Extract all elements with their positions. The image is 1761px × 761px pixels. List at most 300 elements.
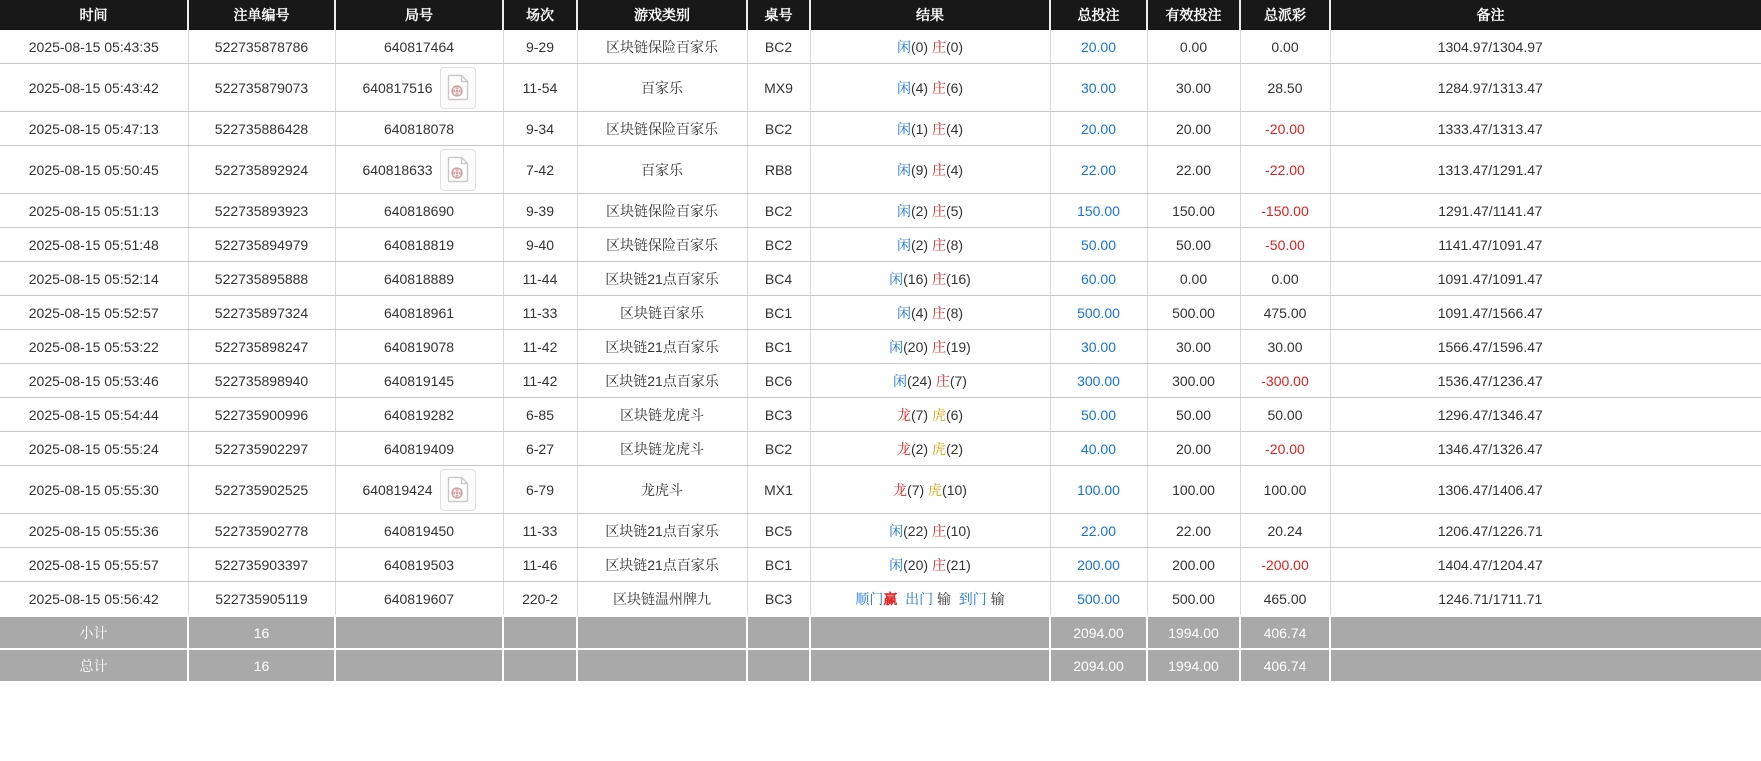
cell-remark: 1346.47/1326.47 <box>1330 432 1761 466</box>
round-number-group <box>384 203 454 219</box>
result-part: (16) <box>945 270 971 287</box>
cell-game-category: 区块链21点百家乐 <box>577 514 747 548</box>
cell-valid-bet: 20.00 <box>1147 112 1240 146</box>
cell-total-bet: 500.00 <box>1050 296 1147 330</box>
result-part: 闲 <box>896 161 911 178</box>
cell-round-number <box>335 582 503 617</box>
cell-valid-bet: 22.00 <box>1147 514 1240 548</box>
cell-table-number: BC2 <box>747 228 810 262</box>
table-row <box>0 466 1761 514</box>
round-number-group <box>384 271 454 287</box>
table-row <box>0 112 1761 146</box>
summary-label: 总计 <box>0 649 188 681</box>
round-number-group <box>384 557 454 573</box>
grand-total-row <box>0 649 1761 681</box>
cell-result <box>810 64 1050 112</box>
cell-bet-number: 522735894979 <box>188 228 335 262</box>
result-part: 闲 <box>889 338 904 355</box>
cell-session: 11-54 <box>503 64 577 112</box>
table-row <box>0 514 1761 548</box>
result-part: 庄 <box>931 522 946 539</box>
cell-session: 11-44 <box>503 262 577 296</box>
round-number-group <box>384 305 454 321</box>
summary-label: 小计 <box>0 616 188 649</box>
cell-total-payout: 20.24 <box>1240 514 1330 548</box>
result-part: (4) <box>910 304 932 321</box>
round-number-group <box>384 441 454 457</box>
cell-valid-bet: 0.00 <box>1147 262 1240 296</box>
cell-bet-number: 522735905119 <box>188 582 335 617</box>
cell-remark: 1296.47/1346.47 <box>1330 398 1761 432</box>
cell-total-bet: 100.00 <box>1050 466 1147 514</box>
table-row <box>0 364 1761 398</box>
cell-table-number: BC2 <box>747 30 810 64</box>
cell-table-number: RB8 <box>747 146 810 194</box>
header-game-category: 游戏类别 <box>577 0 747 30</box>
cell-valid-bet: 30.00 <box>1147 330 1240 364</box>
cell-time: 2025-08-15 05:43:42 <box>0 64 188 112</box>
cell-remark: 1091.47/1566.47 <box>1330 296 1761 330</box>
result-part: 输 <box>933 590 951 607</box>
result-part: (8) <box>945 236 964 253</box>
round-number-text: 640819282 <box>383 406 455 423</box>
cell-table-number: BC2 <box>747 194 810 228</box>
cell-total-payout: 50.00 <box>1240 398 1330 432</box>
cell-game-category: 区块链龙虎斗 <box>577 432 747 466</box>
round-number-text: 640818961 <box>383 304 455 321</box>
summary-empty-table <box>747 649 810 681</box>
cell-remark: 1284.97/1313.47 <box>1330 64 1761 112</box>
table-footer <box>0 616 1761 681</box>
cell-result <box>810 296 1050 330</box>
round-number-text: 640819078 <box>383 338 455 355</box>
header-table-number: 桌号 <box>747 0 810 30</box>
cell-time: 2025-08-15 05:51:48 <box>0 228 188 262</box>
cell-bet-number: 522735879073 <box>188 64 335 112</box>
cell-valid-bet: 300.00 <box>1147 364 1240 398</box>
cell-bet-number: 522735895888 <box>188 262 335 296</box>
round-number-text: 640818819 <box>383 236 455 253</box>
cell-game-category: 区块链21点百家乐 <box>577 330 747 364</box>
cell-round-number <box>335 64 503 112</box>
cell-session: 11-33 <box>503 514 577 548</box>
round-number-group <box>362 469 475 511</box>
result-part: 闲 <box>896 202 911 219</box>
summary-empty-round <box>335 649 503 681</box>
cell-round-number <box>335 330 503 364</box>
cell-game-category: 区块链保险百家乐 <box>577 112 747 146</box>
cell-table-number: BC1 <box>747 296 810 330</box>
result-part: (0) <box>910 38 932 55</box>
result-part: (7) <box>949 372 967 389</box>
round-number-group <box>384 121 454 137</box>
cell-bet-number: 522735897324 <box>188 296 335 330</box>
cell-table-number: BC4 <box>747 262 810 296</box>
table-row <box>0 296 1761 330</box>
summary-total-bet: 2094.00 <box>1050 616 1147 649</box>
result-part: 庄 <box>931 304 946 321</box>
cell-time: 2025-08-15 05:54:44 <box>0 398 188 432</box>
result-part: (0) <box>945 38 964 55</box>
result-part: 虎 <box>931 406 946 423</box>
result-part: (2) <box>910 202 932 219</box>
summary-empty-session <box>503 649 577 681</box>
summary-count: 16 <box>188 616 335 649</box>
cell-table-number: BC2 <box>747 112 810 146</box>
cell-table-number: BC3 <box>747 582 810 617</box>
result-part: (1) <box>910 120 932 137</box>
summary-total-payout: 406.74 <box>1240 616 1330 649</box>
cell-total-payout: -50.00 <box>1240 228 1330 262</box>
summary-empty-remark <box>1330 616 1761 649</box>
result-part: 庄 <box>931 270 946 287</box>
cell-total-bet: 60.00 <box>1050 262 1147 296</box>
cell-session: 11-33 <box>503 296 577 330</box>
result-part: (7) <box>907 481 929 498</box>
result-part: (2) <box>945 440 964 457</box>
result-part: (10) <box>945 522 971 539</box>
cell-game-category: 百家乐 <box>577 64 747 112</box>
round-number-text: 640818690 <box>383 202 455 219</box>
round-number-group <box>384 523 454 539</box>
cell-session: 220-2 <box>503 582 577 617</box>
cell-round-number <box>335 262 503 296</box>
result-part: (20) <box>903 556 932 573</box>
result-part: 输 <box>986 590 1005 607</box>
summary-empty-session <box>503 616 577 649</box>
cell-time: 2025-08-15 05:53:22 <box>0 330 188 364</box>
video-replay-button[interactable] <box>440 149 476 191</box>
table-row <box>0 548 1761 582</box>
result-part: 虎 <box>928 481 943 498</box>
cell-round-number <box>335 432 503 466</box>
cell-result <box>810 466 1050 514</box>
cell-remark: 1333.47/1313.47 <box>1330 112 1761 146</box>
cell-total-payout: -150.00 <box>1240 194 1330 228</box>
result-part: (2) <box>910 236 932 253</box>
header-session: 场次 <box>503 0 577 30</box>
cell-valid-bet: 30.00 <box>1147 64 1240 112</box>
cell-round-number <box>335 514 503 548</box>
video-file-icon <box>447 476 469 503</box>
cell-game-category: 区块链21点百家乐 <box>577 548 747 582</box>
cell-total-payout: 475.00 <box>1240 296 1330 330</box>
summary-empty-round <box>335 616 503 649</box>
cell-session: 6-27 <box>503 432 577 466</box>
result-part: 闲 <box>893 372 908 389</box>
cell-remark: 1313.47/1291.47 <box>1330 146 1761 194</box>
cell-game-category: 龙虎斗 <box>577 466 747 514</box>
cell-total-bet: 50.00 <box>1050 228 1147 262</box>
cell-game-category: 区块链21点百家乐 <box>577 364 747 398</box>
cell-total-payout: 30.00 <box>1240 330 1330 364</box>
round-number-group <box>384 373 454 389</box>
round-number-text: 640819409 <box>383 440 455 457</box>
summary-count: 16 <box>188 649 335 681</box>
result-part: (8) <box>945 304 964 321</box>
round-number-text: 640818889 <box>383 270 455 287</box>
cell-remark: 1566.47/1596.47 <box>1330 330 1761 364</box>
cell-time: 2025-08-15 05:47:13 <box>0 112 188 146</box>
result-part: 庄 <box>931 38 946 55</box>
cell-result <box>810 432 1050 466</box>
result-part: (6) <box>945 79 964 96</box>
round-number-text: 640819607 <box>383 590 455 607</box>
cell-game-category: 区块链保险百家乐 <box>577 194 747 228</box>
round-number-group <box>362 149 475 191</box>
table-row <box>0 432 1761 466</box>
cell-result <box>810 112 1050 146</box>
result-part: (21) <box>945 556 971 573</box>
result-part: (20) <box>903 338 932 355</box>
cell-game-category: 区块链龙虎斗 <box>577 398 747 432</box>
video-replay-button[interactable] <box>440 469 476 511</box>
video-file-icon <box>447 74 469 101</box>
table-row <box>0 30 1761 64</box>
video-replay-button[interactable] <box>440 67 476 109</box>
result-part: (2) <box>910 440 932 457</box>
cell-total-payout: -200.00 <box>1240 548 1330 582</box>
round-number-text: 640817464 <box>383 38 455 55</box>
cell-game-category: 区块链百家乐 <box>577 296 747 330</box>
cell-round-number <box>335 466 503 514</box>
round-number-group <box>362 67 475 109</box>
round-number-group <box>384 237 454 253</box>
table-row <box>0 330 1761 364</box>
cell-total-bet: 30.00 <box>1050 330 1147 364</box>
cell-bet-number: 522735902297 <box>188 432 335 466</box>
round-number-text: 640818078 <box>383 120 455 137</box>
cell-bet-number: 522735898247 <box>188 330 335 364</box>
cell-bet-number: 522735886428 <box>188 112 335 146</box>
header-bet-number: 注单编号 <box>188 0 335 30</box>
header-total-bet: 总投注 <box>1050 0 1147 30</box>
round-number-text: 640817516 <box>362 79 433 96</box>
result-part: 龙 <box>896 406 911 423</box>
result-part: 出门 <box>905 590 934 607</box>
result-part: 龙 <box>893 481 908 498</box>
summary-valid-bet: 1994.00 <box>1147 616 1240 649</box>
result-part: (4) <box>945 120 964 137</box>
cell-round-number <box>335 296 503 330</box>
header-valid-bet: 有效投注 <box>1147 0 1240 30</box>
header-remark: 备注 <box>1330 0 1761 30</box>
table-body <box>0 30 1761 616</box>
cell-round-number <box>335 228 503 262</box>
cell-result <box>810 228 1050 262</box>
cell-table-number: MX9 <box>747 64 810 112</box>
round-number-text: 640819145 <box>383 372 455 389</box>
cell-remark: 1246.71/1711.71 <box>1330 582 1761 617</box>
cell-bet-number: 522735903397 <box>188 548 335 582</box>
round-number-text: 640819450 <box>383 522 455 539</box>
header-round-number: 局号 <box>335 0 503 30</box>
result-part: 虎 <box>931 440 946 457</box>
summary-empty-result <box>810 649 1050 681</box>
result-part: (22) <box>903 522 932 539</box>
result-part: (16) <box>903 270 932 287</box>
cell-round-number <box>335 112 503 146</box>
cell-remark: 1141.47/1091.47 <box>1330 228 1761 262</box>
table-row <box>0 64 1761 112</box>
table-row <box>0 582 1761 617</box>
cell-round-number <box>335 194 503 228</box>
table-row <box>0 146 1761 194</box>
cell-time: 2025-08-15 05:51:13 <box>0 194 188 228</box>
summary-empty-game <box>577 616 747 649</box>
cell-total-payout: 465.00 <box>1240 582 1330 617</box>
cell-total-bet: 20.00 <box>1050 30 1147 64</box>
cell-time: 2025-08-15 05:56:42 <box>0 582 188 617</box>
cell-round-number <box>335 364 503 398</box>
cell-session: 7-42 <box>503 146 577 194</box>
summary-valid-bet: 1994.00 <box>1147 649 1240 681</box>
cell-result <box>810 330 1050 364</box>
result-part: 庄 <box>931 161 946 178</box>
result-part: 闲 <box>889 556 904 573</box>
cell-valid-bet: 50.00 <box>1147 228 1240 262</box>
cell-game-category: 区块链温州牌九 <box>577 582 747 617</box>
cell-table-number: BC6 <box>747 364 810 398</box>
cell-table-number: MX1 <box>747 466 810 514</box>
result-part: 庄 <box>931 556 946 573</box>
cell-total-payout: 0.00 <box>1240 262 1330 296</box>
cell-result <box>810 514 1050 548</box>
cell-session: 11-46 <box>503 548 577 582</box>
round-number-text: 640819424 <box>362 481 433 498</box>
header-time: 时间 <box>0 0 188 30</box>
cell-valid-bet: 100.00 <box>1147 466 1240 514</box>
cell-result <box>810 30 1050 64</box>
result-part: 闲 <box>896 120 911 137</box>
cell-session: 9-40 <box>503 228 577 262</box>
cell-valid-bet: 200.00 <box>1147 548 1240 582</box>
cell-bet-number: 522735892924 <box>188 146 335 194</box>
cell-result <box>810 194 1050 228</box>
cell-time: 2025-08-15 05:52:57 <box>0 296 188 330</box>
cell-round-number <box>335 548 503 582</box>
cell-session: 11-42 <box>503 364 577 398</box>
cell-game-category: 区块链保险百家乐 <box>577 30 747 64</box>
cell-round-number <box>335 398 503 432</box>
result-part: 闲 <box>896 304 911 321</box>
cell-time: 2025-08-15 05:55:36 <box>0 514 188 548</box>
cell-time: 2025-08-15 05:55:24 <box>0 432 188 466</box>
cell-remark: 1306.47/1406.47 <box>1330 466 1761 514</box>
cell-table-number: BC5 <box>747 514 810 548</box>
round-number-group <box>384 339 454 355</box>
cell-table-number: BC1 <box>747 548 810 582</box>
cell-remark: 1091.47/1091.47 <box>1330 262 1761 296</box>
result-part: 庄 <box>931 338 946 355</box>
table-row <box>0 262 1761 296</box>
cell-total-bet: 40.00 <box>1050 432 1147 466</box>
round-number-text: 640819503 <box>383 556 455 573</box>
cell-bet-number: 522735900996 <box>188 398 335 432</box>
cell-result <box>810 262 1050 296</box>
table-header <box>0 0 1761 30</box>
cell-table-number: BC1 <box>747 330 810 364</box>
result-part: (24) <box>907 372 936 389</box>
cell-valid-bet: 500.00 <box>1147 582 1240 617</box>
cell-total-bet: 22.00 <box>1050 146 1147 194</box>
cell-total-payout: 28.50 <box>1240 64 1330 112</box>
cell-session: 9-39 <box>503 194 577 228</box>
round-number-text: 640818633 <box>362 161 433 178</box>
table-row <box>0 228 1761 262</box>
cell-bet-number: 522735898940 <box>188 364 335 398</box>
cell-total-bet: 50.00 <box>1050 398 1147 432</box>
cell-result <box>810 548 1050 582</box>
cell-remark: 1404.47/1204.47 <box>1330 548 1761 582</box>
cell-bet-number: 522735902778 <box>188 514 335 548</box>
cell-result <box>810 146 1050 194</box>
summary-empty-result <box>810 616 1050 649</box>
round-number-group <box>384 591 454 607</box>
cell-remark: 1536.47/1236.47 <box>1330 364 1761 398</box>
cell-total-bet: 500.00 <box>1050 582 1147 617</box>
result-part: (9) <box>910 161 932 178</box>
cell-round-number <box>335 30 503 64</box>
cell-game-category: 区块链21点百家乐 <box>577 262 747 296</box>
cell-result <box>810 582 1050 617</box>
cell-time: 2025-08-15 05:53:46 <box>0 364 188 398</box>
result-part: 闲 <box>896 79 911 96</box>
summary-total-payout: 406.74 <box>1240 649 1330 681</box>
result-part: 庄 <box>931 120 946 137</box>
cell-valid-bet: 50.00 <box>1147 398 1240 432</box>
result-part: 闲 <box>889 522 904 539</box>
result-part: 庄 <box>931 202 946 219</box>
result-part: 闲 <box>896 38 911 55</box>
result-part: (6) <box>945 406 964 423</box>
subtotal-row <box>0 616 1761 649</box>
cell-table-number: BC2 <box>747 432 810 466</box>
cell-remark: 1304.97/1304.97 <box>1330 30 1761 64</box>
result-part: (4) <box>910 79 932 96</box>
cell-total-payout: 0.00 <box>1240 30 1330 64</box>
cell-valid-bet: 22.00 <box>1147 146 1240 194</box>
result-part: (4) <box>945 161 964 178</box>
result-part: 闲 <box>889 270 904 287</box>
cell-total-bet: 22.00 <box>1050 514 1147 548</box>
summary-empty-table <box>747 616 810 649</box>
summary-total-bet: 2094.00 <box>1050 649 1147 681</box>
cell-remark: 1206.47/1226.71 <box>1330 514 1761 548</box>
header-total-payout: 总派彩 <box>1240 0 1330 30</box>
result-part: 庄 <box>935 372 950 389</box>
result-part <box>951 591 959 607</box>
round-number-group <box>384 39 454 55</box>
cell-total-bet: 20.00 <box>1050 112 1147 146</box>
cell-total-bet: 30.00 <box>1050 64 1147 112</box>
result-part: 赢 <box>883 590 898 607</box>
cell-valid-bet: 20.00 <box>1147 432 1240 466</box>
cell-bet-number: 522735893923 <box>188 194 335 228</box>
cell-session: 11-42 <box>503 330 577 364</box>
cell-session: 9-34 <box>503 112 577 146</box>
header-row <box>0 0 1761 30</box>
video-file-icon <box>447 156 469 183</box>
cell-total-payout: -20.00 <box>1240 432 1330 466</box>
cell-total-payout: 100.00 <box>1240 466 1330 514</box>
round-number-group <box>384 407 454 423</box>
cell-total-bet: 300.00 <box>1050 364 1147 398</box>
cell-result <box>810 398 1050 432</box>
cell-total-payout: -22.00 <box>1240 146 1330 194</box>
cell-valid-bet: 0.00 <box>1147 30 1240 64</box>
table-row <box>0 398 1761 432</box>
